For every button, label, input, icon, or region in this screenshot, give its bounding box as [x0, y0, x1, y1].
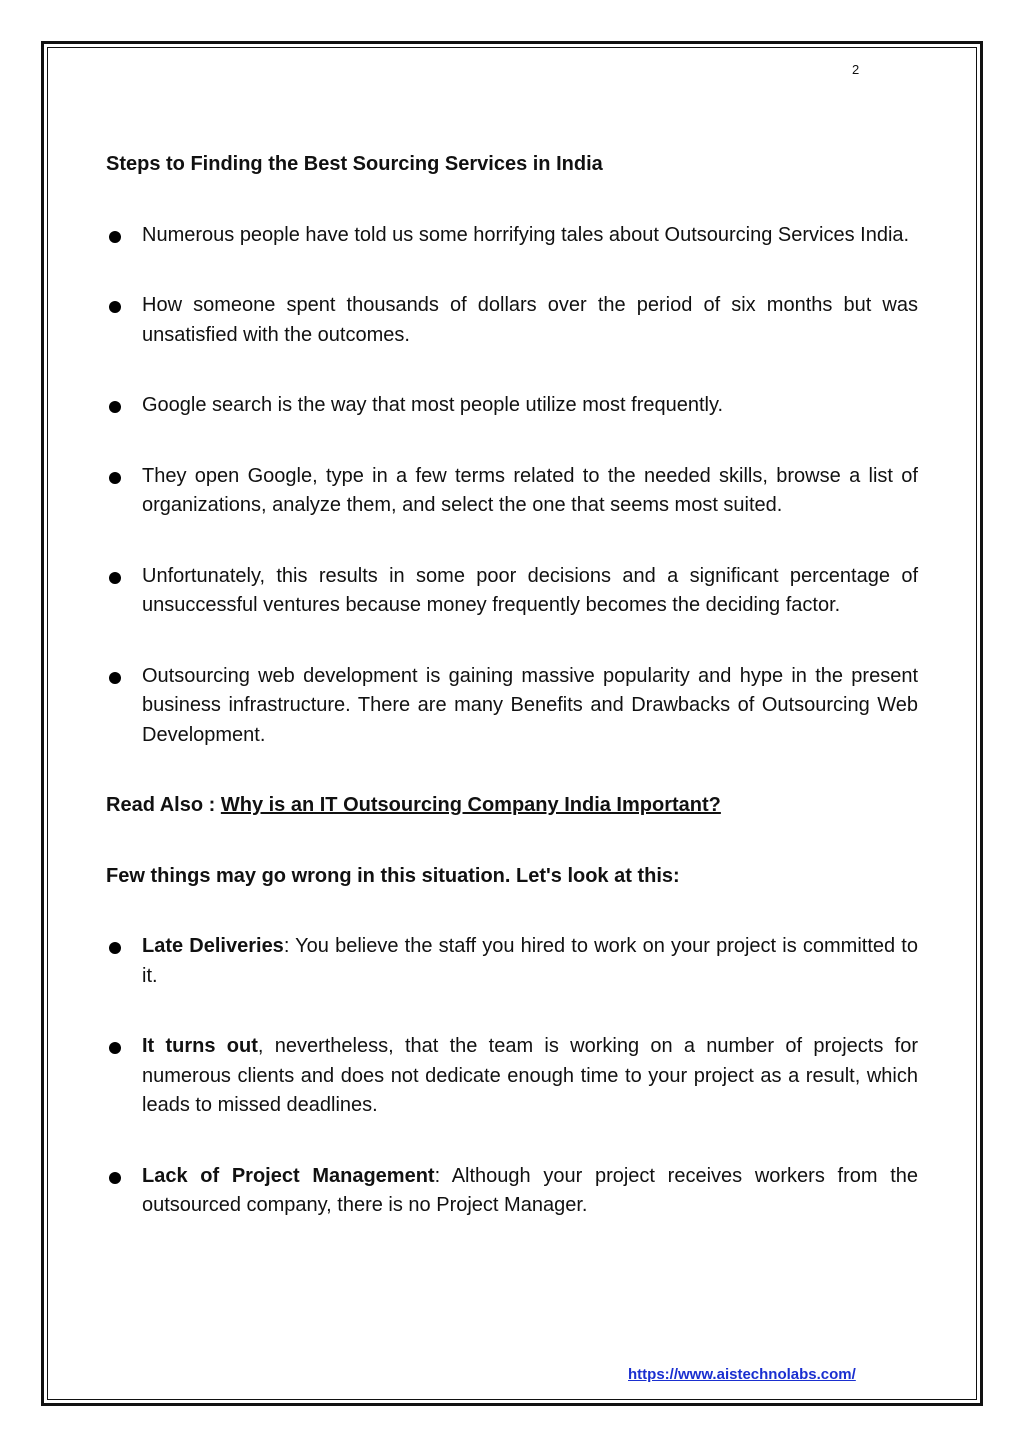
- read-also-link[interactable]: Why is an IT Outsourcing Company India Important?: [220, 794, 721, 816]
- list-item-term: It turns out: [142, 1035, 258, 1057]
- bullet-dot-icon: [109, 301, 121, 313]
- list-item: [106, 291, 918, 350]
- list-item: [106, 391, 918, 421]
- footer-website-link[interactable]: https://www.aistechnolabs.com/: [628, 1366, 856, 1383]
- bullet-dot-icon: [109, 401, 121, 413]
- list-item-term: Lack of Project Management: [142, 1164, 435, 1187]
- bullet-dot-icon: [109, 472, 121, 484]
- list-item-text: They open Google, type in a few terms related to the needed skills, browse a list of organizations, analyze them, and select the one that seems most suited.: [142, 464, 918, 516]
- steps-list: [106, 221, 918, 751]
- list-item-text: , nevertheless, that the team is working on a number of projects for numerous clients and does not dedicate enough time to your project as a result, which leads to missed deadlines.: [142, 1035, 918, 1116]
- bullet-dot-icon: [109, 231, 121, 243]
- document-body: [106, 150, 918, 1221]
- list-item-text: Google search is the way that most people utilize most frequently.: [142, 394, 724, 416]
- bullet-dot-icon: [109, 1042, 121, 1054]
- list-item: [106, 1032, 918, 1121]
- bullet-dot-icon: [109, 1172, 121, 1184]
- list-item: [106, 932, 918, 991]
- list-item: [106, 221, 918, 251]
- bullet-dot-icon: [109, 942, 121, 954]
- list-item-text: Numerous people have told us some horrifying tales about Outsourcing Services India.: [142, 223, 910, 246]
- list-item-text: Unfortunately, this results in some poor decisions and a significant percentage of unsuccessful ventures because money frequently becomes the deciding factor.: [142, 564, 918, 616]
- issues-list: [106, 932, 918, 1221]
- page-number: 2: [852, 62, 860, 77]
- list-item: [106, 462, 918, 521]
- section-heading: Steps to Finding the Best Sourcing Services in India: [106, 153, 603, 175]
- list-item: [106, 662, 918, 751]
- read-also-line: [106, 791, 918, 821]
- list-item-text: How someone spent thousands of dollars over the period of six months but was unsatisfied with the outcomes.: [142, 294, 918, 346]
- bullet-dot-icon: [109, 572, 121, 584]
- read-also-label: Read Also :: [106, 794, 221, 816]
- list-item-text: : You believe the staff you hired to work on your project is committed to it.: [142, 935, 918, 987]
- list-item-text: : Although your project receives workers from the outsourced company, there is no Project Manager.: [142, 1164, 919, 1216]
- list-item: [106, 1162, 918, 1221]
- subheading: Few things may go wrong in this situation. Let's look at this:: [106, 864, 680, 887]
- list-item-text: Outsourcing web development is gaining massive popularity and hype in the present business infrastructure. There are many Benefits and Drawbacks of Outsourcing Web Development.: [142, 664, 918, 746]
- list-item: [106, 562, 918, 621]
- bullet-dot-icon: [109, 672, 121, 684]
- list-item-term: Late Deliveries: [142, 935, 284, 957]
